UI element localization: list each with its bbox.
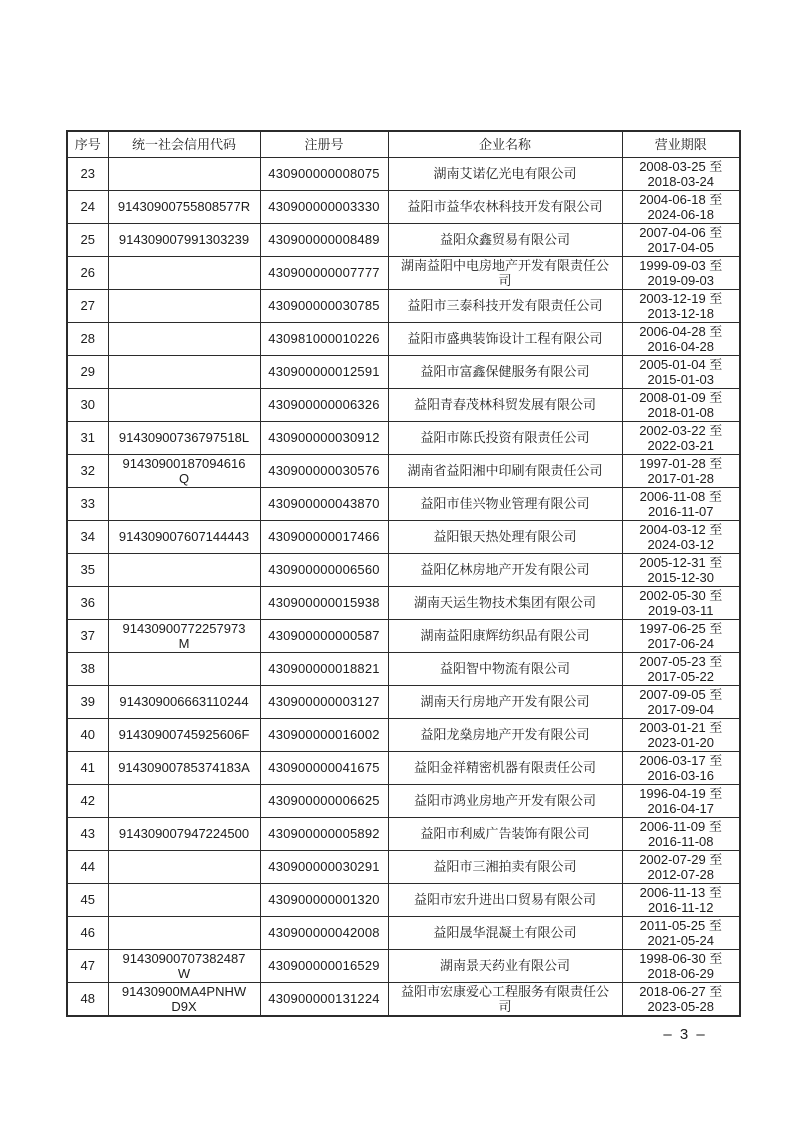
reg-no-cell: 430900000005892 (260, 817, 388, 850)
period-cell (622, 652, 740, 685)
company-name-cell: 益阳市三湘拍卖有限公司 (388, 850, 622, 883)
table-row (67, 256, 740, 289)
reg-no-cell: 430900000007777 (260, 256, 388, 289)
seq-cell: 39 (67, 685, 108, 718)
reg-no-cell: 430900000012591 (260, 355, 388, 388)
period-to: 2015-12-30 (647, 569, 714, 585)
seq-cell: 34 (67, 520, 108, 553)
credit-code-cell (108, 883, 260, 916)
seq-cell: 28 (67, 322, 108, 355)
company-name-cell: 益阳金祥精密机器有限责任公司 (388, 751, 622, 784)
company-name-cell: 益阳龙燊房地产开发有限公司 (388, 718, 622, 751)
table-row (67, 850, 740, 883)
period-from: 2005-12-31 至 (639, 554, 723, 570)
company-name-cell: 湖南益阳康辉纺织品有限公司 (388, 619, 622, 652)
period-to: 2017-06-24 (647, 635, 714, 651)
period-cell (622, 586, 740, 619)
credit-code-cell (108, 322, 260, 355)
credit-code-cell: 91430900187094616Q (108, 454, 260, 487)
period-from: 2018-06-27 至 (639, 983, 723, 999)
period-cell (622, 256, 740, 289)
period-to: 2016-11-08 (647, 833, 714, 849)
reg-no-cell: 430900000017466 (260, 520, 388, 553)
reg-no-cell: 430900000015938 (260, 586, 388, 619)
company-name-cell: 益阳银天热处理有限公司 (388, 520, 622, 553)
seq-cell: 31 (67, 421, 108, 454)
period-cell (622, 520, 740, 553)
company-name-cell: 益阳市陈氏投资有限责任公司 (388, 421, 622, 454)
reg-no-cell: 430900000006326 (260, 388, 388, 421)
company-name-cell: 益阳智中物流有限公司 (388, 652, 622, 685)
period-cell (622, 190, 740, 223)
reg-no-cell: 430900000016529 (260, 949, 388, 982)
period-to: 2013-12-18 (647, 305, 714, 321)
period-cell (622, 223, 740, 256)
credit-code-cell: 91430900745925606F (108, 718, 260, 751)
table-row (67, 355, 740, 388)
credit-code-cell (108, 916, 260, 949)
credit-code-cell: 91430900785374183A (108, 751, 260, 784)
period-from: 2004-06-18 至 (639, 191, 723, 207)
table-row (67, 520, 740, 553)
seq-cell: 48 (67, 982, 108, 1016)
period-to: 2022-03-21 (647, 437, 714, 453)
period-cell (622, 817, 740, 850)
period-from: 2002-05-30 至 (639, 587, 723, 603)
table-row (67, 982, 740, 1016)
period-from: 2003-12-19 至 (639, 290, 723, 306)
header-cell-seq: 序号 (67, 131, 108, 157)
period-to: 2016-03-16 (647, 767, 714, 783)
period-cell (622, 784, 740, 817)
company-name-cell: 益阳市鸿业房地产开发有限公司 (388, 784, 622, 817)
table-row (67, 916, 740, 949)
table-body (67, 157, 740, 1016)
table-row (67, 652, 740, 685)
period-to: 2016-11-07 (647, 503, 714, 519)
period-from: 2006-11-08 至 (639, 488, 722, 504)
period-from: 2002-03-22 至 (639, 422, 723, 438)
period-from: 1997-06-25 至 (639, 620, 723, 636)
period-to: 2024-03-12 (647, 536, 714, 552)
table-row (67, 619, 740, 652)
table-row (67, 784, 740, 817)
period-cell (622, 388, 740, 421)
reg-no-cell: 430900000001320 (260, 883, 388, 916)
reg-no-cell: 430900000030576 (260, 454, 388, 487)
period-from: 2002-07-29 至 (639, 851, 723, 867)
seq-cell: 38 (67, 652, 108, 685)
seq-cell: 45 (67, 883, 108, 916)
period-cell (622, 718, 740, 751)
table-row (67, 388, 740, 421)
period-to: 2019-03-11 (647, 602, 714, 618)
credit-code-cell (108, 256, 260, 289)
credit-code-cell (108, 487, 260, 520)
company-name-cell: 益阳市盛典装饰设计工程有限公司 (388, 322, 622, 355)
seq-cell: 42 (67, 784, 108, 817)
reg-no-cell: 430900000043870 (260, 487, 388, 520)
company-name-cell: 益阳青春茂林科贸发展有限公司 (388, 388, 622, 421)
reg-no-cell: 430900000016002 (260, 718, 388, 751)
period-from: 1997-01-28 至 (639, 455, 723, 471)
credit-code-cell: 914309007607144443 (108, 520, 260, 553)
reg-no-cell: 430900000018821 (260, 652, 388, 685)
period-cell (622, 322, 740, 355)
seq-cell: 46 (67, 916, 108, 949)
reg-no-cell: 430900000008489 (260, 223, 388, 256)
company-name-cell: 益阳市利威广告装饰有限公司 (388, 817, 622, 850)
table-header-row (67, 131, 740, 157)
period-to: 2017-01-28 (647, 470, 714, 486)
period-cell (622, 421, 740, 454)
company-name-cell: 益阳市宏升进出口贸易有限公司 (388, 883, 622, 916)
credit-code-cell (108, 850, 260, 883)
credit-code-cell (108, 784, 260, 817)
company-name-cell: 湖南景天药业有限公司 (388, 949, 622, 982)
period-from: 1999-09-03 至 (639, 257, 723, 273)
seq-cell: 44 (67, 850, 108, 883)
period-to: 2012-07-28 (647, 866, 714, 882)
reg-no-cell: 430900000008075 (260, 157, 388, 190)
period-to: 2016-04-17 (647, 800, 714, 816)
table-row (67, 322, 740, 355)
company-name-cell: 益阳市宏康爱心工程服务有限责任公司 (388, 982, 622, 1016)
reg-no-cell: 430900000030785 (260, 289, 388, 322)
table-row (67, 883, 740, 916)
period-cell (622, 982, 740, 1016)
period-to: 2023-01-20 (647, 734, 714, 750)
table-row (67, 817, 740, 850)
credit-code-cell: 914309007991303239 (108, 223, 260, 256)
period-cell (622, 454, 740, 487)
table-row (67, 685, 740, 718)
seq-cell: 36 (67, 586, 108, 619)
company-name-cell: 湖南益阳中电房地产开发有限责任公司 (388, 256, 622, 289)
seq-cell: 25 (67, 223, 108, 256)
credit-code-cell: 914309007947224500 (108, 817, 260, 850)
period-from: 2006-11-09 至 (639, 818, 722, 834)
period-from: 2003-01-21 至 (639, 719, 723, 735)
table-row (67, 553, 740, 586)
period-to: 2019-09-03 (647, 272, 714, 288)
period-to: 2021-05-24 (647, 932, 714, 948)
seq-cell: 23 (67, 157, 108, 190)
period-from: 2011-05-25 至 (639, 917, 722, 933)
period-to: 2024-06-18 (647, 206, 714, 222)
period-cell (622, 916, 740, 949)
period-from: 2007-04-06 至 (639, 224, 723, 240)
period-from: 2006-04-28 至 (639, 323, 723, 339)
period-from: 1998-06-30 至 (639, 950, 723, 966)
seq-cell: 41 (67, 751, 108, 784)
table-row (67, 289, 740, 322)
period-to: 2016-04-28 (647, 338, 714, 354)
seq-cell: 43 (67, 817, 108, 850)
period-to: 2015-01-03 (647, 371, 714, 387)
header-cell-reg-no: 注册号 (260, 131, 388, 157)
period-from: 2006-03-17 至 (639, 752, 723, 768)
period-to: 2018-06-29 (647, 965, 714, 981)
period-to: 2018-01-08 (647, 404, 714, 420)
credit-code-cell: 91430900MA4PNHWD9X (108, 982, 260, 1016)
table-row (67, 454, 740, 487)
seq-cell: 24 (67, 190, 108, 223)
seq-cell: 26 (67, 256, 108, 289)
period-cell (622, 355, 740, 388)
period-from: 2007-09-05 至 (639, 686, 723, 702)
header-cell-period: 营业期限 (622, 131, 740, 157)
period-cell (622, 289, 740, 322)
credit-code-cell (108, 652, 260, 685)
period-from: 2004-03-12 至 (639, 521, 723, 537)
company-name-cell: 湖南艾诺亿光电有限公司 (388, 157, 622, 190)
company-name-cell: 湖南天行房地产开发有限公司 (388, 685, 622, 718)
reg-no-cell: 430900000006560 (260, 553, 388, 586)
table-row (67, 751, 740, 784)
table-row (67, 586, 740, 619)
reg-no-cell: 430900000006625 (260, 784, 388, 817)
reg-no-cell: 430900000042008 (260, 916, 388, 949)
company-table (66, 130, 741, 1017)
period-to: 2023-05-28 (647, 998, 714, 1014)
reg-no-cell: 430900000000587 (260, 619, 388, 652)
credit-code-cell: 91430900707382487W (108, 949, 260, 982)
table-row (67, 421, 740, 454)
credit-code-cell: 91430900736797518L (108, 421, 260, 454)
header-cell-company-name: 企业名称 (388, 131, 622, 157)
period-cell (622, 157, 740, 190)
period-from: 1996-04-19 至 (639, 785, 723, 801)
table-row (67, 223, 740, 256)
seq-cell: 33 (67, 487, 108, 520)
reg-no-cell: 430981000010226 (260, 322, 388, 355)
credit-code-cell (108, 157, 260, 190)
company-name-cell: 湖南天运生物技术集团有限公司 (388, 586, 622, 619)
reg-no-cell: 430900000030912 (260, 421, 388, 454)
company-name-cell: 益阳市三泰科技开发有限责任公司 (388, 289, 622, 322)
seq-cell: 35 (67, 553, 108, 586)
reg-no-cell: 430900000131224 (260, 982, 388, 1016)
period-cell (622, 883, 740, 916)
company-name-cell: 湖南省益阳湘中印刷有限责任公司 (388, 454, 622, 487)
period-from: 2005-01-04 至 (639, 356, 723, 372)
seq-cell: 32 (67, 454, 108, 487)
period-cell (622, 685, 740, 718)
credit-code-cell (108, 289, 260, 322)
period-from: 2007-05-23 至 (639, 653, 723, 669)
company-name-cell: 益阳晟华混凝土有限公司 (388, 916, 622, 949)
period-cell (622, 619, 740, 652)
reg-no-cell: 430900000041675 (260, 751, 388, 784)
period-cell (622, 850, 740, 883)
seq-cell: 30 (67, 388, 108, 421)
credit-code-cell (108, 553, 260, 586)
period-to: 2017-09-04 (647, 701, 714, 717)
table-row (67, 190, 740, 223)
company-name-cell: 益阳亿林房地产开发有限公司 (388, 553, 622, 586)
seq-cell: 47 (67, 949, 108, 982)
period-to: 2018-03-24 (647, 173, 714, 189)
period-to: 2016-11-12 (647, 899, 714, 915)
period-cell (622, 949, 740, 982)
seq-cell: 29 (67, 355, 108, 388)
period-cell (622, 487, 740, 520)
credit-code-cell: 91430900772257973M (108, 619, 260, 652)
table-row (67, 718, 740, 751)
period-to: 2017-04-05 (647, 239, 714, 255)
seq-cell: 37 (67, 619, 108, 652)
table-row (67, 487, 740, 520)
credit-code-cell (108, 355, 260, 388)
company-name-cell: 益阳众鑫贸易有限公司 (388, 223, 622, 256)
seq-cell: 40 (67, 718, 108, 751)
company-name-cell: 益阳市富鑫保健服务有限公司 (388, 355, 622, 388)
reg-no-cell: 430900000003127 (260, 685, 388, 718)
credit-code-cell (108, 388, 260, 421)
period-cell (622, 553, 740, 586)
company-name-cell: 益阳市佳兴物业管理有限公司 (388, 487, 622, 520)
credit-code-cell: 914309006663110244 (108, 685, 260, 718)
credit-code-cell (108, 586, 260, 619)
period-cell (622, 751, 740, 784)
page-number: – 3 – (663, 1026, 707, 1043)
table-row (67, 157, 740, 190)
table-row (67, 949, 740, 982)
period-from: 2008-01-09 至 (639, 389, 723, 405)
period-from: 2006-11-13 至 (639, 884, 722, 900)
reg-no-cell: 430900000030291 (260, 850, 388, 883)
header-cell-credit-code: 统一社会信用代码 (108, 131, 260, 157)
seq-cell: 27 (67, 289, 108, 322)
period-from: 2008-03-25 至 (639, 158, 723, 174)
period-to: 2017-05-22 (647, 668, 714, 684)
credit-code-cell: 91430900755808577R (108, 190, 260, 223)
company-name-cell: 益阳市益华农林科技开发有限公司 (388, 190, 622, 223)
reg-no-cell: 430900000003330 (260, 190, 388, 223)
